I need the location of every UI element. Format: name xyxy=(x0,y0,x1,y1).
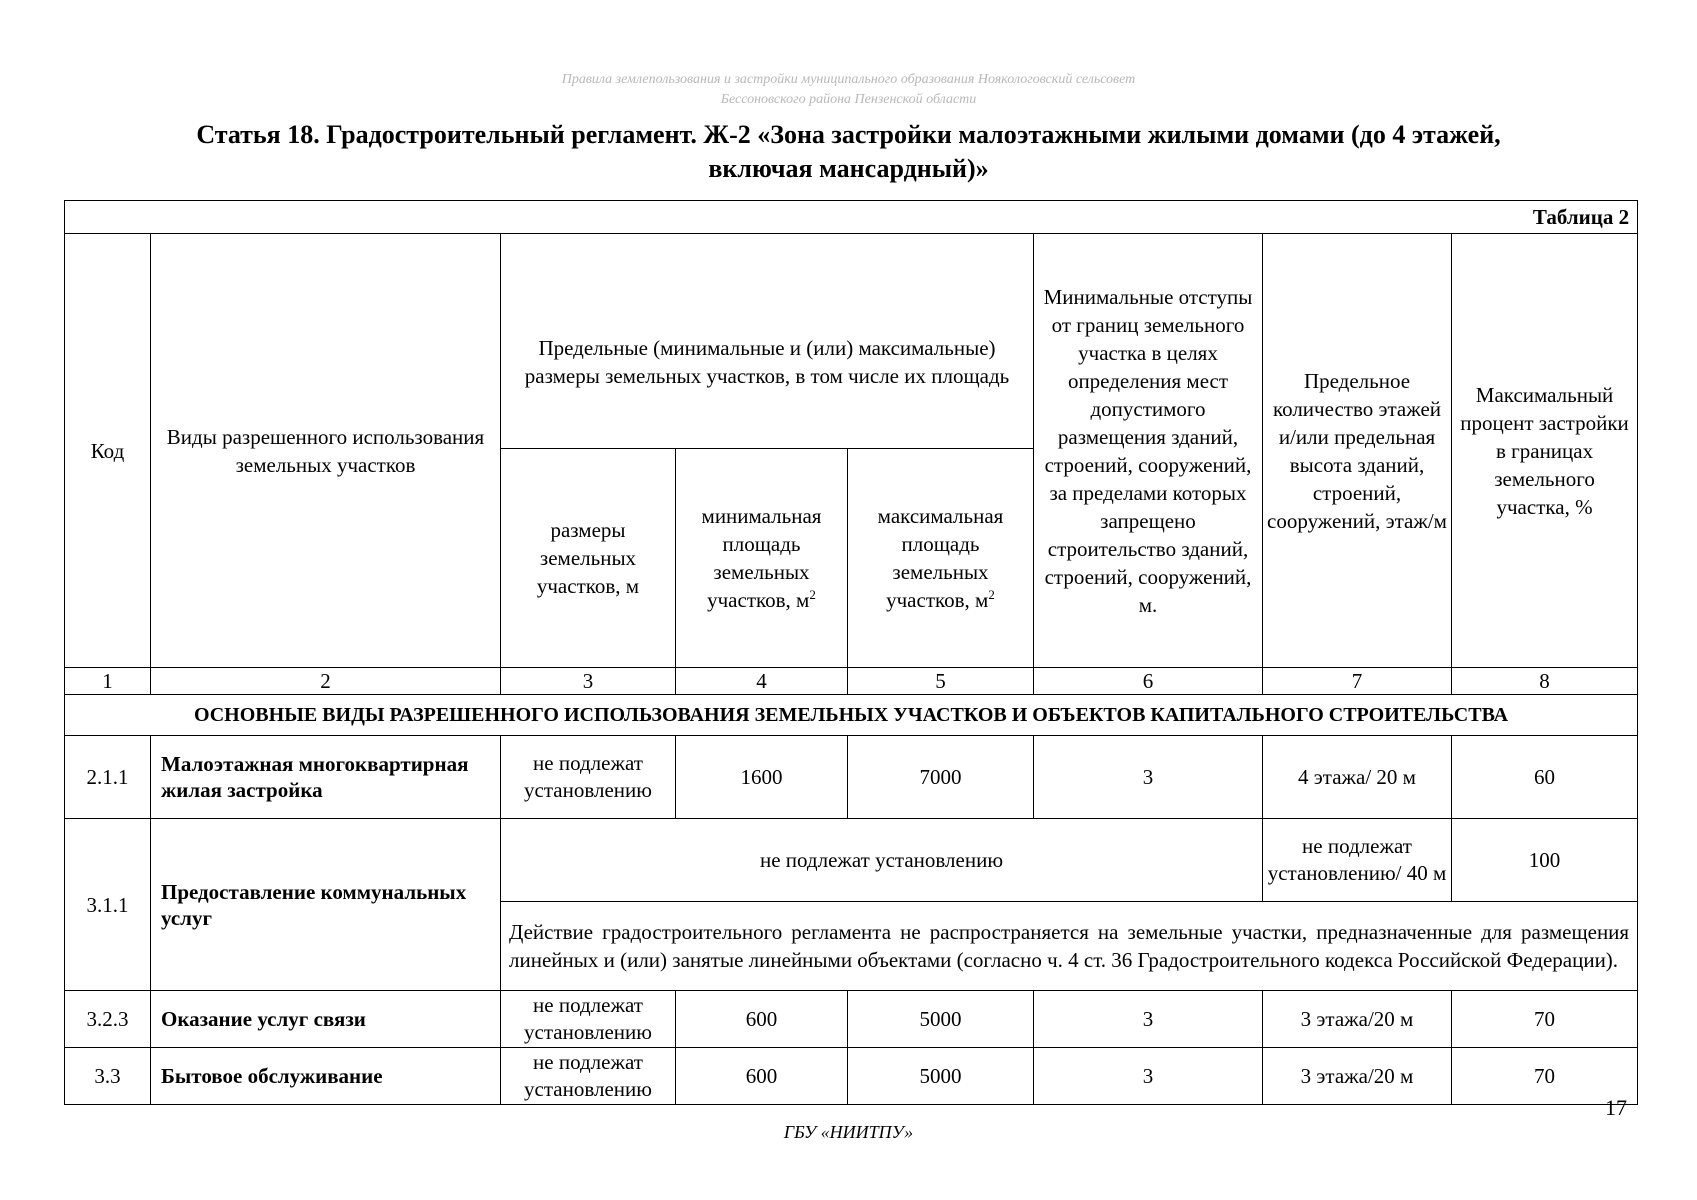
row-use-name: Малоэтажная многоквартирная жилая застройка xyxy=(151,736,501,819)
row-max-area: 5000 xyxy=(848,1048,1034,1105)
row-code: 3.3 xyxy=(65,1048,151,1105)
row-min-area: 1600 xyxy=(676,736,848,819)
row-floors: 3 этажа/20 м xyxy=(1263,991,1452,1048)
column-number: 1 xyxy=(65,668,151,695)
column-number: 6 xyxy=(1034,668,1263,695)
row-code: 3.2.3 xyxy=(65,991,151,1048)
column-number: 2 xyxy=(151,668,501,695)
row-code: 3.1.1 xyxy=(65,819,151,991)
row-plot-size: не подлежат установлению xyxy=(501,991,676,1048)
row-max-area: 5000 xyxy=(848,991,1034,1048)
row-plot-size: не подлежат установлению xyxy=(501,1048,676,1105)
row-coverage: 60 xyxy=(1452,736,1638,819)
row-coverage: 100 xyxy=(1452,819,1638,902)
regulation-table xyxy=(64,200,1638,1105)
row-setback: 3 xyxy=(1034,736,1263,819)
row-setback: 3 xyxy=(1034,1048,1263,1105)
row-min-area: 600 xyxy=(676,991,848,1048)
footer: ГБУ «НИИТПУ» xyxy=(783,1122,914,1142)
column-number: 3 xyxy=(501,668,676,695)
running-header-line-2: Бессоновского района Пензенской области xyxy=(720,92,977,107)
row-use-name: Оказание услуг связи xyxy=(151,991,501,1048)
header-plot-limits: Предельные (минимальные и (или) максимальные) размеры земельных участков, в том числе их площадь xyxy=(501,234,1034,449)
header-coverage: Максимальный процент застройки в границах земельного участка, % xyxy=(1452,234,1638,668)
table-label: Таблица 2 xyxy=(65,201,1638,234)
row-floors: не подлежат установлению/ 40 м xyxy=(1263,819,1452,902)
page-number: 17 xyxy=(1605,1095,1627,1120)
header-setbacks: Минимальные отступы от границ земельного участка в целях определения мест допустимого размещения зданий, строений, сооружений, за пределами которых запрещено строительство зданий, строений, сооружений, м. xyxy=(1034,234,1263,668)
row-use-name: Бытовое обслуживание xyxy=(151,1048,501,1105)
article-title xyxy=(90,118,1607,186)
row-merged-limits: не подлежат установлению xyxy=(501,819,1263,902)
row-floors: 3 этажа/20 м xyxy=(1263,1048,1452,1105)
row-floors: 4 этажа/ 20 м xyxy=(1263,736,1452,819)
column-number: 7 xyxy=(1263,668,1452,695)
header-min-area-text: минимальная площадь земельных участков, м xyxy=(701,504,822,612)
column-number: 5 xyxy=(848,668,1034,695)
row-min-area: 600 xyxy=(676,1048,848,1105)
row-setback: 3 xyxy=(1034,991,1263,1048)
header-min-area xyxy=(676,449,848,668)
header-min-area-sup: 2 xyxy=(809,587,816,602)
header-plot-sizes: размеры земельных участков, м xyxy=(501,449,676,668)
section-title: ОСНОВНЫЕ ВИДЫ РАЗРЕШЕННОГО ИСПОЛЬЗОВАНИЯ ЗЕМЕЛЬНЫХ УЧАСТКОВ И ОБЪЕКТОВ КАПИТАЛЬНОГО СТРОИТЕЛЬСТВА xyxy=(65,695,1638,736)
row-note: Действие градостроительного регламента не распространяется на земельные участки, предназначенные для размещения линейных и (или) занятые линейными объектами (согласно ч. 4 ст. 36 Градостроительного кодекса Российской Федерации). xyxy=(501,902,1638,991)
row-coverage: 70 xyxy=(1452,991,1638,1048)
header-max-area-text: максимальная площадь земельных участков, м xyxy=(877,504,1004,612)
row-code: 2.1.1 xyxy=(65,736,151,819)
row-use-name: Предоставление коммунальных услуг xyxy=(151,819,501,991)
row-plot-size: не подлежат установлению xyxy=(501,736,676,819)
header-use-types: Виды разрешенного использования земельных участков xyxy=(151,234,501,668)
header-max-area-sup: 2 xyxy=(988,587,995,602)
header-max-area xyxy=(848,449,1034,668)
header-code: Код xyxy=(65,234,151,668)
article-title-line-2: включая мансардный)» xyxy=(708,154,989,183)
column-number: 4 xyxy=(676,668,848,695)
row-max-area: 7000 xyxy=(848,736,1034,819)
running-header xyxy=(0,70,1697,110)
row-coverage: 70 xyxy=(1452,1048,1638,1105)
header-floors: Предельное количество этажей и/или предельная высота зданий, строений, сооружений, этаж/м xyxy=(1263,234,1452,668)
running-header-line-1: Правила землепользования и застройки муниципального образования Ноякологовский сельсовет xyxy=(561,72,1136,87)
column-number: 8 xyxy=(1452,668,1638,695)
article-title-line-1: Статья 18. Градостроительный регламент. Ж-2 «Зона застройки малоэтажными жилыми домами (до 4 этажей, xyxy=(196,120,1501,149)
